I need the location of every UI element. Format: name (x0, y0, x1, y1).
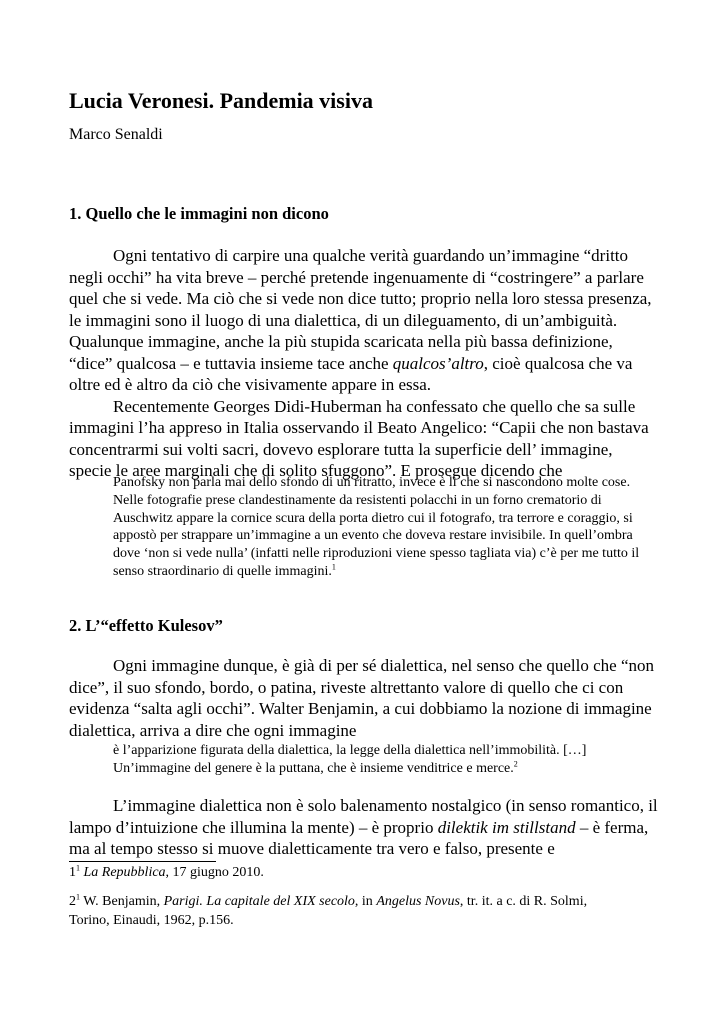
section-1-heading: 1. Quello che le immagini non dicono (69, 204, 329, 223)
paragraph: L’immagine dialettica non è solo balenamento nostalgico (in senso romantico, il lampo d’intuizione che illumina la mente) – è proprio dilektik im stillstand – è ferma, ma al tempo stesso si muove dialetticamente tra vero e falso, presente e (69, 796, 658, 858)
block-quote-2: è l’apparizione figurata della dialettica, la legge della dialettica nell’immobilità. […] Un’immagine del genere è la puttana, che è insieme venditrice e merce.$^2$ (113, 743, 587, 776)
section-2-body (69, 655, 659, 741)
paragraph: Ogni immagine dunque, è già di per sé dialettica, nel senso che quello che “non dice”, il suo sfondo, bordo, o patina, riveste altrettanto valore di quello che ci con evidenza “salta agli occhi”. Walter Benjamin, a cui dobbiamo la nozione di immagine dialettica, arriva a dire che ogni immagine (69, 656, 654, 740)
paragraph: Recentemente Georges Didi-Huberman ha confessato che quello che sa sulle immagini l’ha appreso in Italia osservando il Beato Angelico: “Capii che non bastava concentrarmi sui volti sacri, dovevo esplorare tutta la superficie dell’ immagine, specie le aree marginali che di solito sfuggono”. E prosegue dicendo che (69, 396, 649, 480)
paper-title: Lucia Veronesi. Pandemia visiva (69, 88, 373, 113)
footnote-ref[interactable]: 1 (331, 562, 336, 572)
footnote-2: $2^1$ W. Benjamin, Parigi. La capitale del XIX secolo, in Angelus Novus, tr. it. a c. di R. Solmi, Torino, Einaudi, 1962, p.156. (69, 892, 588, 928)
author-name: Marco Senaldi (69, 126, 163, 143)
footnote-separator (69, 861, 216, 862)
section-1-body (69, 245, 659, 482)
section-2-heading: 2. L’“effetto Kulesov” (69, 616, 223, 635)
footnote-ref[interactable]: 2 (513, 759, 518, 769)
paragraph: Ogni tentativo di carpire una qualche verità guardando un’immagine “dritto negli occhi” ha vita breve – perché pretende ingenuamente di “costringere” a parlare quel che si vede. Ma ciò che si vede non dice tutto; proprio nella loro stessa presenza, le immagini sono il luogo di una dialettica, di un dileguamento, di un’ambiguità. Qualunque immagine, anche la più stupida scaricata nella più bassa definizione, “dice” qualcosa – e tuttavia insieme tace anche qualcos’altro, cioè qualcosa che va oltre ed è altro da ciò che visivamente appare in essa. (69, 246, 652, 394)
footnote-1: $1^1$ La Repubblica, 17 giugno 2010. (69, 863, 264, 880)
section-2-body-continued (69, 795, 659, 860)
block-quote-1: Panofsky non parla mai dello sfondo di un ritratto, invece è lì che si nascondono molte cose. Nelle fotografie prese clandestinamente da resistenti polacchi in un forno crematorio di Auschwitz appare la cornice scura della porta dietro cui il fotografo, tra terrore e coraggio, si appostò per strappare un’immagine a un evento che doveva restare invisibile. In quell’ombra dove ‘non si vede nulla’ (infatti nelle riproduzioni viene spesso tagliata via) c’è per me tutto il senso straordinario di quelle immagini.$^1$ (113, 475, 640, 579)
